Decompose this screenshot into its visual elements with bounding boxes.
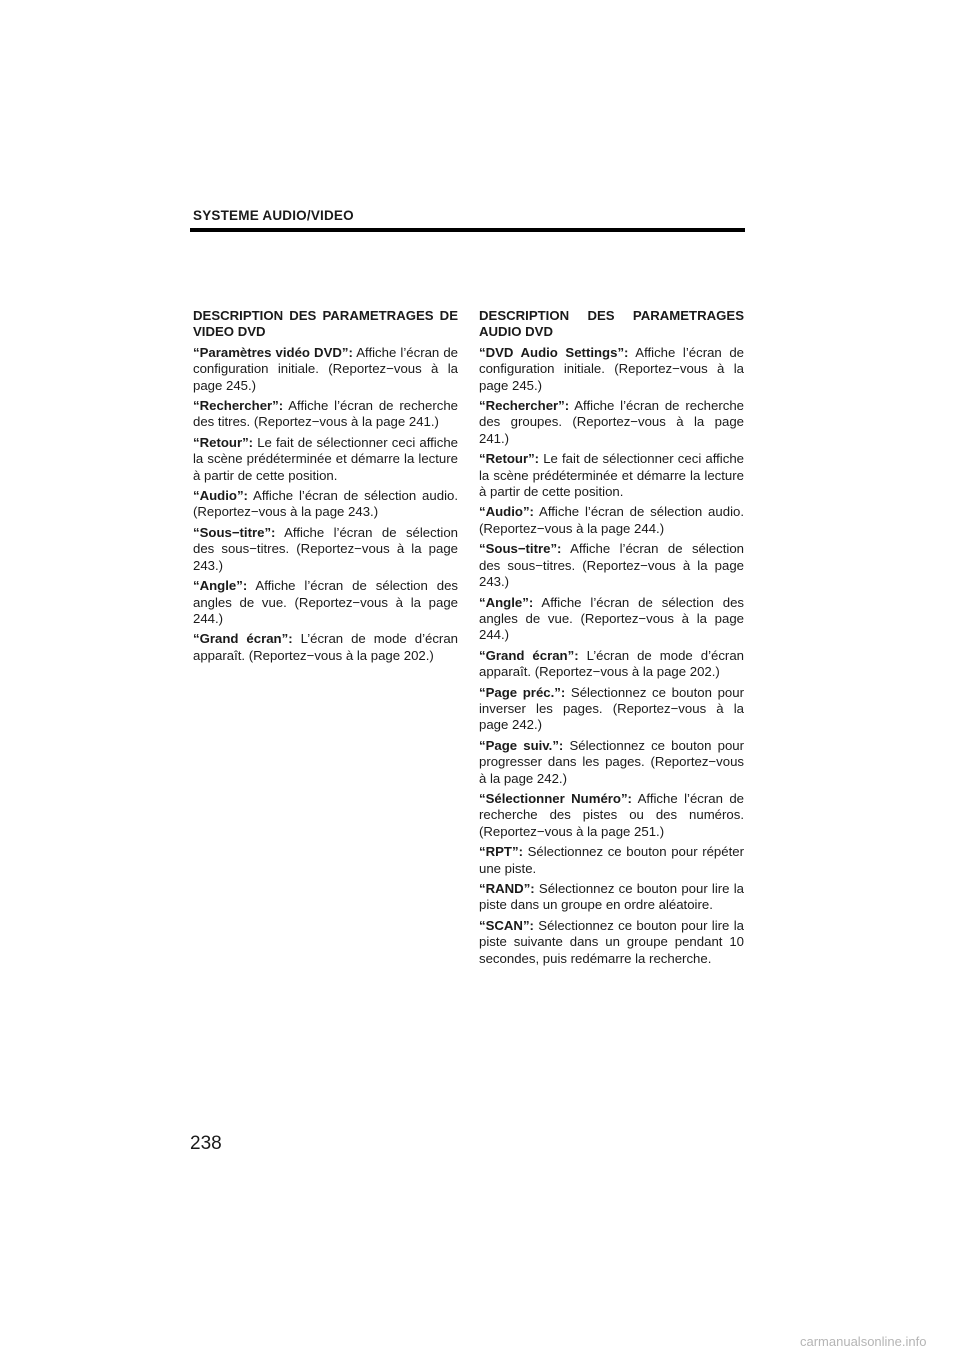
- entry-term: “Retour”:: [479, 451, 540, 467]
- entry-rand: [479, 881, 744, 914]
- entry-video-settings: [193, 345, 458, 394]
- entry-term: “Angle”:: [193, 578, 248, 594]
- entry-return: [193, 435, 458, 484]
- entry-term: “Angle”:: [479, 594, 534, 610]
- entry-term: “Rechercher”:: [479, 398, 570, 414]
- entry-text: Le fait de sélectionner ceci affiche la scène prédéterminée et démarre la lecture à partir de cette position.: [193, 434, 458, 483]
- header-rule: [190, 228, 745, 232]
- entry-text: Sélectionnez ce bouton pour lire la piste dans un groupe en ordre aléatoire.: [479, 881, 744, 913]
- left-column: [193, 308, 458, 668]
- entry-subtitle: [479, 541, 744, 590]
- entry-term: “Rechercher”:: [193, 398, 284, 414]
- entry-rpt: [479, 844, 744, 877]
- entry-text: Affiche l’écran de recherche des pistes ou des numéros. (Reportez−vous à la page 251.): [479, 790, 744, 839]
- entry-text: Affiche l’écran de sélection des angles de vue. (Reportez−vous à la page 244.): [193, 578, 458, 626]
- entry-text: L’écran de mode d’écran apparaît. (Reportez−vous à la page 202.): [193, 631, 458, 663]
- entry-subtitle: [193, 525, 458, 574]
- entry-search: [479, 398, 744, 447]
- entry-return: [479, 451, 744, 500]
- entry-text: Affiche l’écran de sélection audio. (Reportez−vous à la page 243.): [193, 488, 458, 520]
- entry-text: Affiche l’écran de sélection des sous−titres. (Reportez−vous à la page 243.): [193, 524, 458, 573]
- video-settings-title: DESCRIPTION DES PARAMETRAGES DE VIDEO DVD: [193, 308, 458, 340]
- entry-wide-screen: [193, 631, 458, 664]
- entry-text: Affiche l’écran de recherche des titres. (Reportez−vous à la page 241.): [193, 398, 458, 430]
- entry-term: “RAND”:: [479, 881, 535, 896]
- entry-term: “Audio”:: [193, 488, 248, 504]
- entry-next-page: [479, 738, 744, 787]
- entry-audio: [479, 504, 744, 537]
- section-header: SYSTEME AUDIO/VIDEO: [193, 208, 354, 223]
- entry-term: “Audio”:: [479, 504, 534, 520]
- entry-wide-screen: [479, 648, 744, 681]
- watermark: carmanualsonline.info: [800, 1334, 927, 1349]
- audio-settings-title: DESCRIPTION DES PARAMETRAGES AUDIO DVD: [479, 308, 744, 340]
- entry-text: Affiche l’écran de configuration initiale. (Reportez−vous à la page 245.): [479, 344, 744, 393]
- entry-text: Affiche l’écran de recherche des groupes. (Reportez−vous à la page 241.): [479, 398, 744, 446]
- entry-prev-page: [479, 685, 744, 734]
- entry-term: “Page suiv.”:: [479, 737, 564, 753]
- right-column: [479, 308, 744, 971]
- entry-term: “Sélectionner Numéro”:: [479, 790, 632, 806]
- entry-text: Affiche l’écran de sélection des sous−titres. (Reportez−vous à la page 243.): [479, 541, 744, 590]
- entry-text: Sélectionnez ce bouton pour progresser dans les pages. (Reportez−vous à la page 242.): [479, 737, 745, 786]
- entry-term: “Sous−titre”:: [193, 524, 276, 540]
- entry-text: Sélectionnez ce bouton pour lire la piste suivante dans un groupe pendant 10 secondes, puis redémarre la recherche.: [479, 917, 744, 966]
- entry-term: “Grand écran”:: [193, 631, 293, 647]
- entry-angle: [479, 595, 744, 644]
- entry-text: L’écran de mode d’écran apparaît. (Reportez−vous à la page 202.): [479, 647, 744, 680]
- entry-term: “DVD Audio Settings”:: [479, 344, 629, 360]
- entry-search: [193, 398, 458, 431]
- entry-term: “Page préc.”:: [479, 684, 566, 700]
- entry-term: “RPT”:: [479, 844, 523, 860]
- entry-text: Affiche l’écran de configuration initiale. (Reportez−vous à la page 245.): [193, 344, 459, 393]
- entry-term: “Grand écran”:: [479, 647, 579, 663]
- entry-text: Affiche l’écran de sélection audio. (Reportez−vous à la page 244.): [479, 504, 744, 536]
- entry-term: “Retour”:: [193, 434, 254, 450]
- entry-dvd-audio-settings: [479, 345, 744, 394]
- entry-term: “Sous−titre”:: [479, 541, 562, 557]
- page-number: 238: [190, 1133, 222, 1154]
- entry-text: Le fait de sélectionner ceci affiche la scène prédéterminée et démarre la lecture à partir de cette position.: [479, 451, 744, 500]
- entry-text: Sélectionnez ce bouton pour inverser les pages. (Reportez−vous à la page 242.): [479, 684, 744, 733]
- entry-select-number: [479, 791, 744, 840]
- entry-text: Affiche l’écran de sélection des angles de vue. (Reportez−vous à la page 244.): [479, 594, 744, 643]
- entry-term: “Paramètres vidéo DVD”:: [193, 344, 353, 360]
- entry-scan: [479, 918, 744, 967]
- entry-text: Sélectionnez ce bouton pour répéter une piste.: [479, 844, 744, 876]
- entry-audio: [193, 488, 458, 521]
- entry-term: “SCAN”:: [479, 917, 534, 933]
- entry-angle: [193, 578, 458, 627]
